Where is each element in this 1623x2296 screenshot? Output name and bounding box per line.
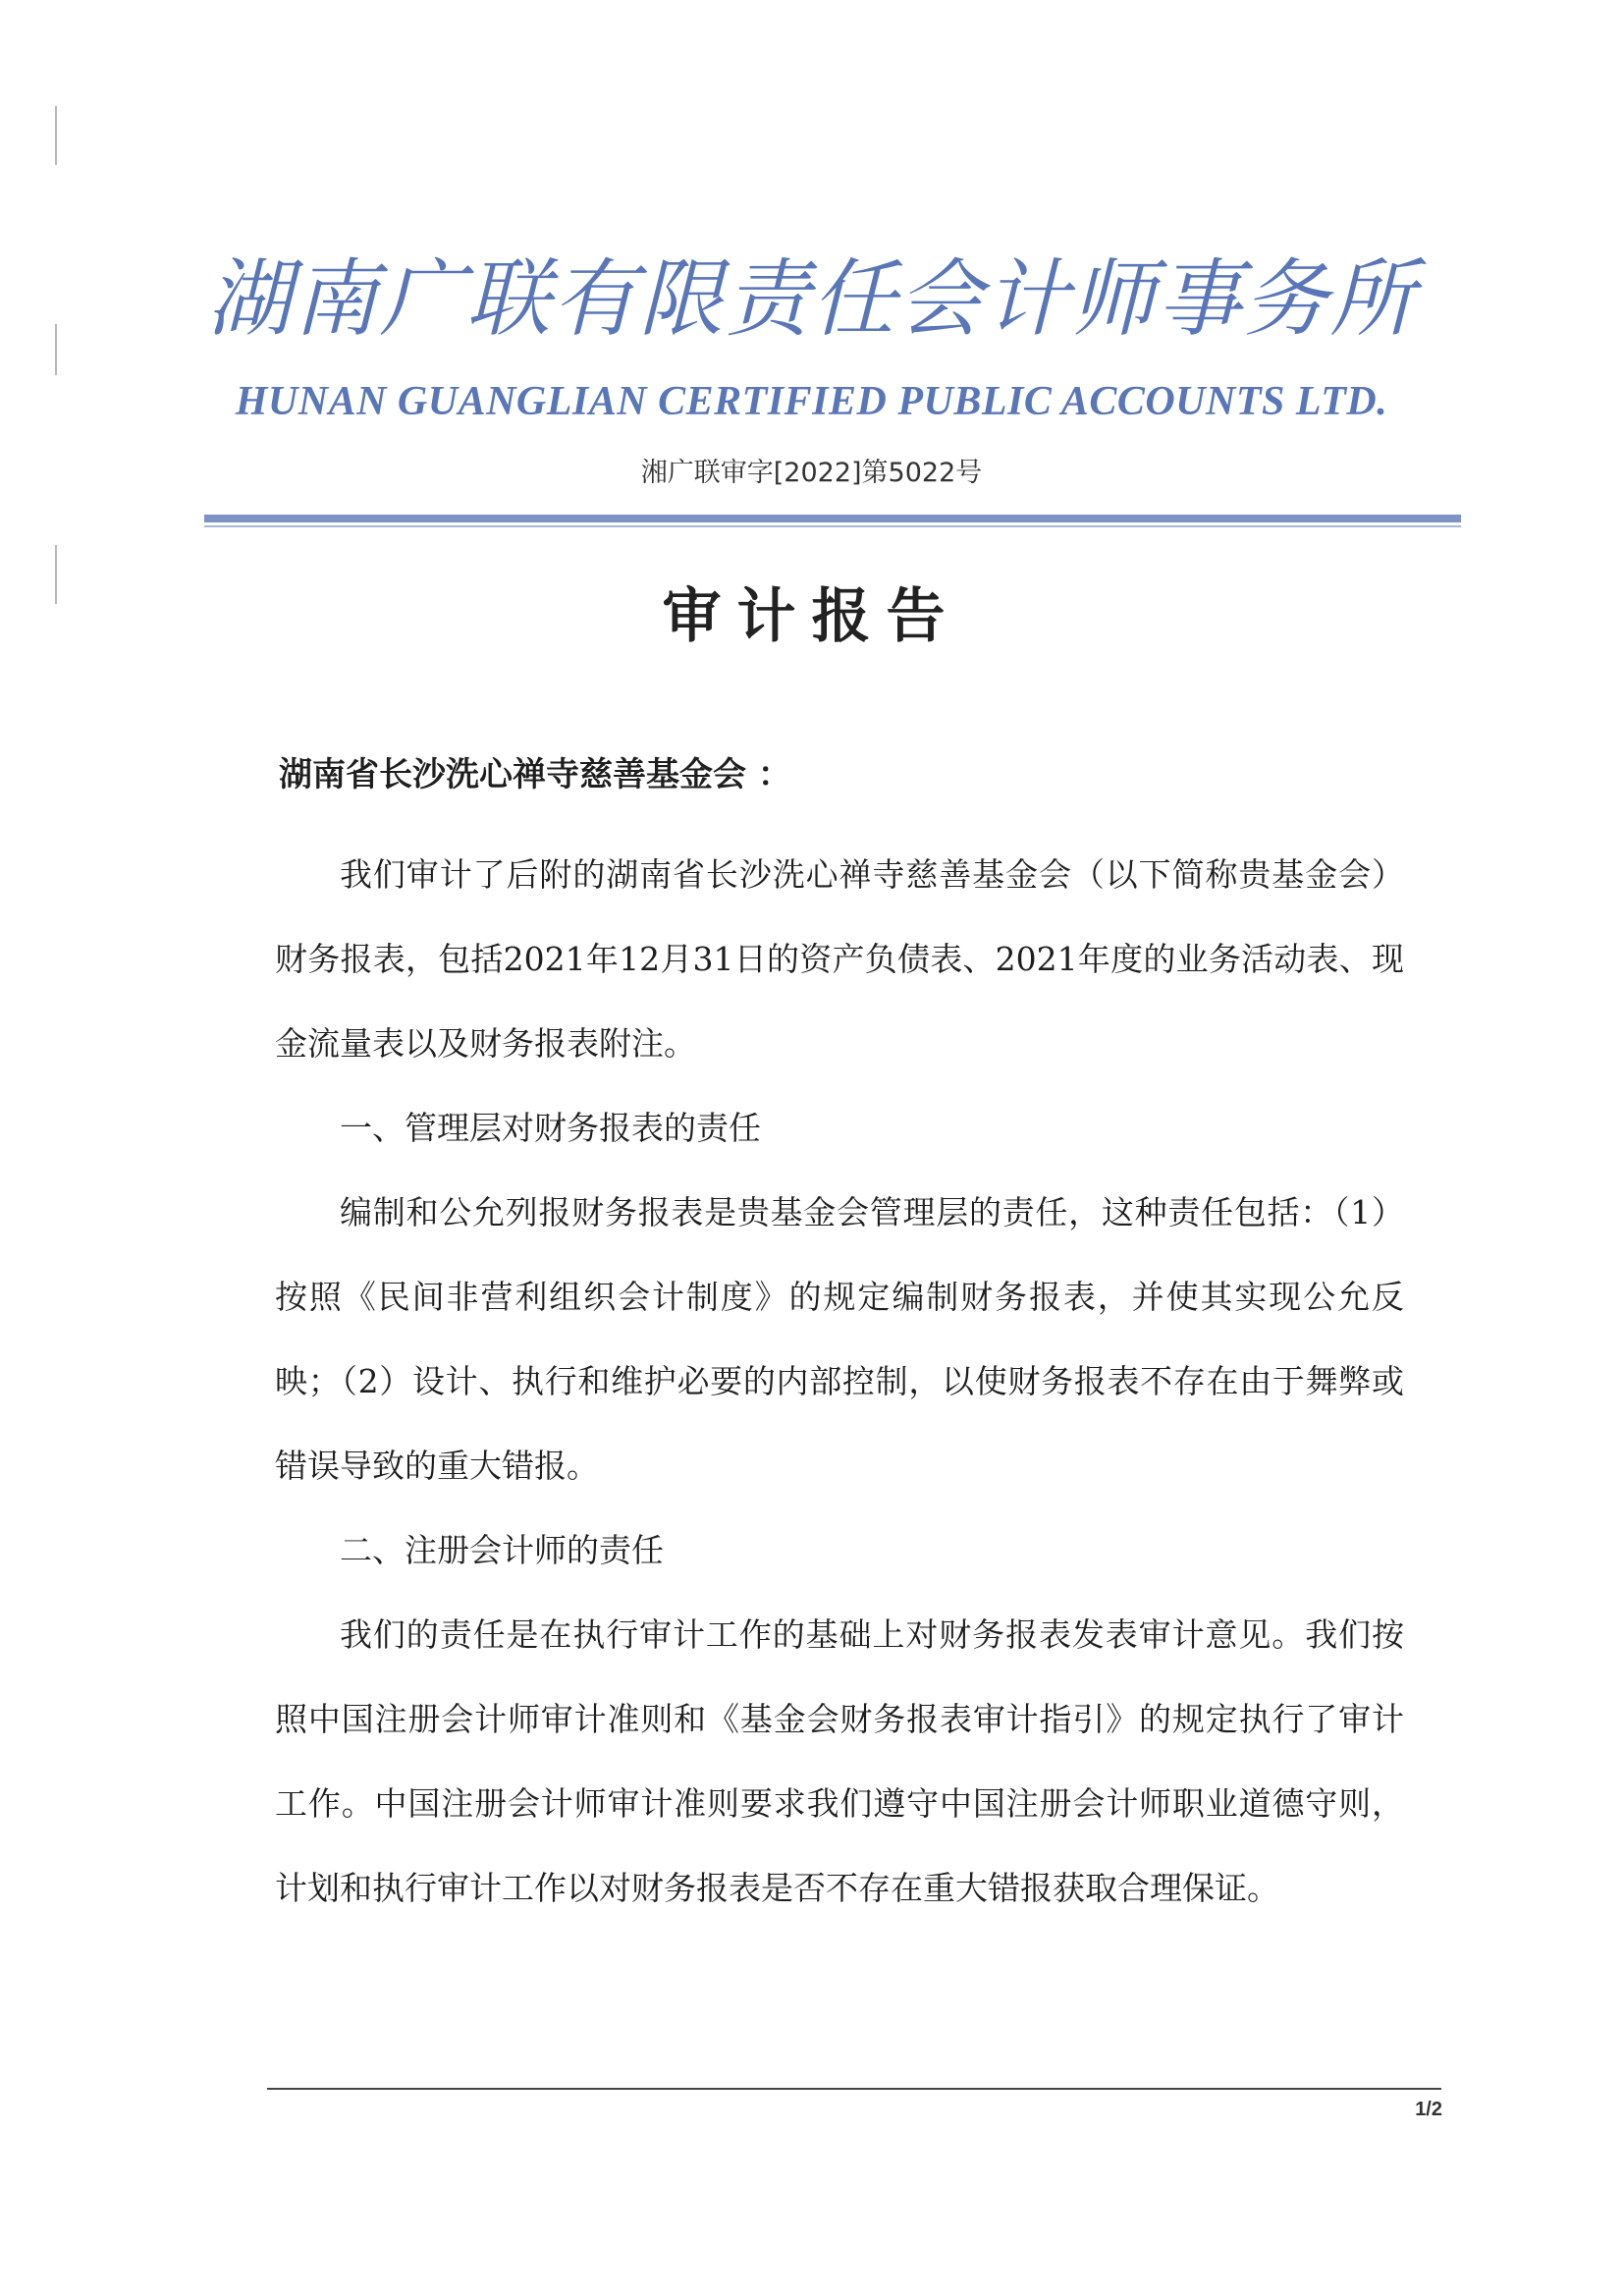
report-body bbox=[275, 833, 1404, 1931]
intro-paragraph: 我们审计了后附的湖南省长沙洗心禅寺慈善基金会（以下简称贵基金会）财务报表，包括2021年12月31日的资产负债表、2021年度的业务活动表、现金流量表以及财务报表附注。 bbox=[275, 855, 1404, 1063]
section-heading-management: 一、管理层对财务报表的责任 bbox=[340, 1109, 761, 1147]
letterhead-divider bbox=[204, 515, 1461, 522]
firm-name-chinese: 湖南广联有限责任会计师事务所 bbox=[206, 250, 1417, 349]
page-number: 1/2 bbox=[1415, 2099, 1442, 2120]
footer-divider bbox=[267, 2088, 1441, 2090]
auditor-responsibility-paragraph: 我们的责任是在执行审计工作的基础上对财务报表发表审计意见。我们按照中国注册会计师审计准则和《基金会财务报表审计指引》的规定执行了审计工作。中国注册会计师审计准则要求我们遵守中国注册会计师职业道德守则，计划和执行审计工作以对财务报表是否不存在重大错报获取合理保证。 bbox=[275, 1615, 1404, 1907]
document-title: 审计报告 bbox=[662, 582, 961, 651]
letterhead-divider-thin bbox=[204, 525, 1461, 527]
management-responsibility-paragraph: 编制和公允列报财务报表是贵基金会管理层的责任，这种责任包括：（1）按照《民间非营利组织会计制度》的规定编制财务报表，并使其实现公允反映；（2）设计、执行和维护必要的内部控制，以使财务报表不存在由于舞弊或错误导致的重大错报。 bbox=[275, 1193, 1404, 1485]
scan-edge-mark bbox=[55, 106, 57, 165]
firm-name-english: HUNAN GUANGLIAN CERTIFIED PUBLIC ACCOUNTS LTD. bbox=[235, 379, 1388, 424]
section-heading-auditor: 二、注册会计师的责任 bbox=[340, 1531, 664, 1569]
addressee: 湖南省长沙洗心禅寺慈善基金会 ： bbox=[279, 755, 791, 794]
report-number: 湘广联审字[2022]第5022号 bbox=[640, 458, 983, 488]
